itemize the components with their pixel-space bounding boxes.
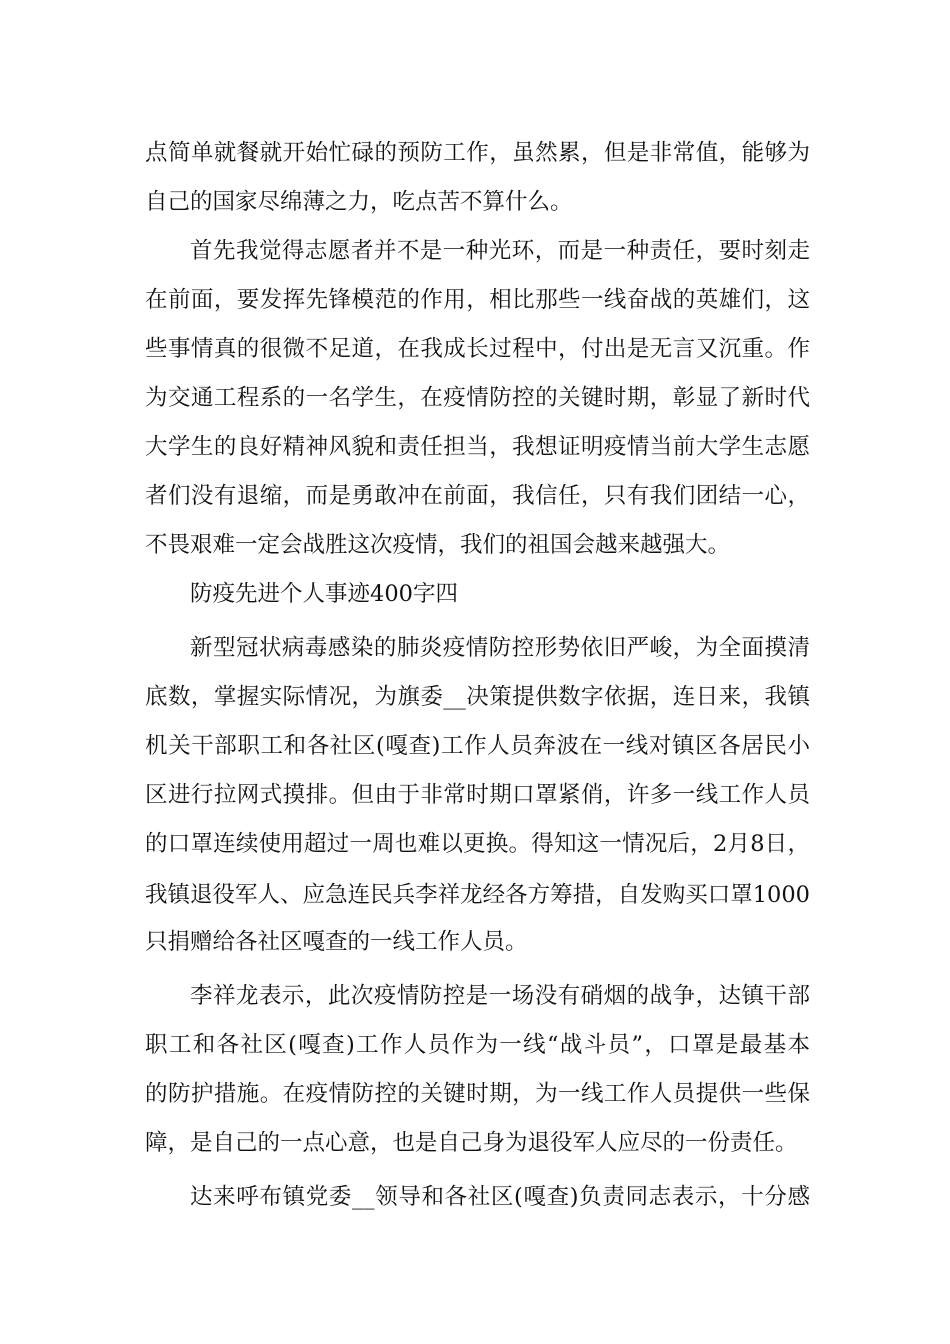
- text-line-16: 我镇退役军人、应急连民兵李祥龙经各方筹措，自发购买口罩1000: [145, 882, 810, 908]
- text-line-13: 机关干部职工和各社区(嘎查)工作人员奔波在一线对镇区各居民小: [145, 733, 810, 759]
- text-line-5: 些事情真的很微不足道，在我成长过程中，付出是无言又沉重。作: [145, 336, 810, 362]
- text-line-4: 在前面，要发挥先锋模范的作用，相比那些一线奋战的英雄们，这: [145, 287, 810, 313]
- text-line-21: 障，是自己的一点心意，也是自己身为退役军人应尽的一份责任。: [145, 1130, 798, 1156]
- text-line-7: 大学生的良好精神风貌和责任担当，我想证明疫情当前大学生志愿: [145, 434, 810, 460]
- text-line-1: 点简单就餐就开始忙碌的预防工作，虽然累，但是非常值，能够为: [145, 140, 810, 166]
- text-line-2: 自己的国家尽绵薄之力，吃点苦不算什么。: [145, 189, 573, 215]
- text-line-11: 新型冠状病毒感染的肺炎疫情防控形势依旧严峻，为全面摸清: [190, 635, 810, 661]
- text-line-8: 者们没有退缩，而是勇敢冲在前面，我信任，只有我们团结一心，: [145, 483, 810, 509]
- text-line-19: 职工和各社区(嘎查)工作人员作为一线“战斗员”，口罩是最基本: [145, 1032, 810, 1058]
- text-line-3: 首先我觉得志愿者并不是一种光环，而是一种责任，要时刻走: [190, 238, 810, 264]
- section-heading: 防疫先进个人事迹400字四: [190, 581, 458, 607]
- text-line-14: 区进行拉网式摸排。但由于非常时期口罩紧俏，许多一线工作人员: [145, 782, 810, 808]
- text-line-17: 只捐赠给各社区嘎查的一线工作人员。: [145, 929, 528, 955]
- text-line-9: 不畏艰难一定会战胜这次疫情，我们的祖国会越来越强大。: [145, 532, 731, 558]
- text-line-22: 达来呼布镇党委__领导和各社区(嘎查)负责同志表示，十分感: [190, 1184, 810, 1210]
- text-line-12: 底数，掌握实际情况，为旗委__决策提供数字依据，连日来，我镇: [145, 684, 810, 710]
- text-line-18: 李祥龙表示，此次疫情防控是一场没有硝烟的战争，达镇干部: [190, 983, 810, 1009]
- text-line-20: 的防护措施。在疫情防控的关键时期，为一线工作人员提供一些保: [145, 1081, 810, 1107]
- text-line-15: 的口罩连续使用超过一周也难以更换。得知这一情况后，2月8日，: [145, 831, 810, 857]
- text-line-6: 为交通工程系的一名学生，在疫情防控的关键时期，彰显了新时代: [145, 385, 810, 411]
